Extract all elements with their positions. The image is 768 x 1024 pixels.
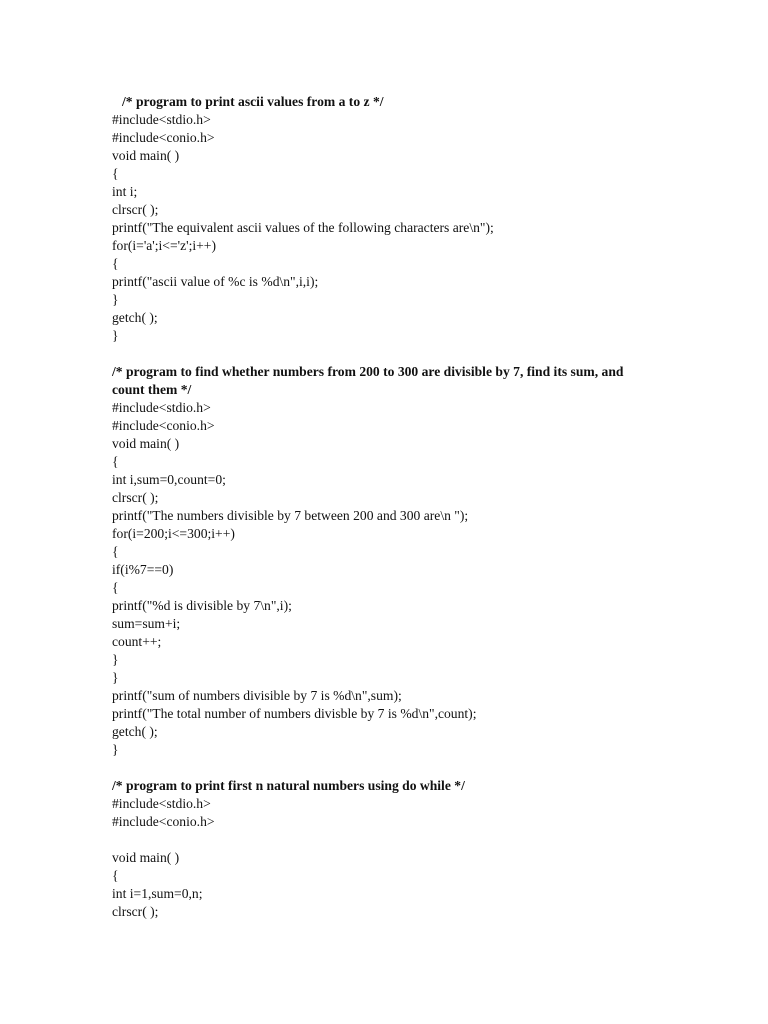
code-line: printf("%d is divisible by 7\n",i); <box>112 598 292 613</box>
program-block-1 <box>112 93 652 345</box>
code-line: if(i%7==0) <box>112 562 174 577</box>
program-comment: /* program to print first n natural numbers using do while */ <box>112 778 465 793</box>
code-line: { <box>112 544 119 559</box>
code-line: printf("ascii value of %c is %d\n",i,i); <box>112 274 319 289</box>
code-line: void main( ) <box>112 436 180 451</box>
spacer <box>112 759 652 777</box>
code-line: #include<conio.h> <box>112 418 215 433</box>
code-line: printf("The total number of numbers divisble by 7 is %d\n",count); <box>112 706 477 721</box>
code-line: void main( ) <box>112 850 180 865</box>
code-line: } <box>112 292 119 307</box>
code-line: void main( ) <box>112 148 180 163</box>
code-line: #include<conio.h> <box>112 130 215 145</box>
code-line: } <box>112 742 119 757</box>
code-line: int i=1,sum=0,n; <box>112 886 203 901</box>
code-line: clrscr( ); <box>112 904 159 919</box>
code-line: count++; <box>112 634 162 649</box>
code-line: clrscr( ); <box>112 490 159 505</box>
code-line: } <box>112 670 119 685</box>
code-line: { <box>112 166 119 181</box>
code-line: #include<stdio.h> <box>112 796 211 811</box>
code-line: sum=sum+i; <box>112 616 181 631</box>
code-line: #include<stdio.h> <box>112 112 211 127</box>
code-line: for(i=200;i<=300;i++) <box>112 526 235 541</box>
code-line: for(i='a';i<='z';i++) <box>112 238 216 253</box>
code-line: { <box>112 256 119 271</box>
code-line: getch( ); <box>112 724 158 739</box>
code-line: { <box>112 868 119 883</box>
code-line: printf("The equivalent ascii values of the following characters are\n"); <box>112 220 494 235</box>
code-line: { <box>112 580 119 595</box>
code-line: clrscr( ); <box>112 202 159 217</box>
program-comment: /* program to print ascii values from a to z */ <box>122 94 384 109</box>
code-line: printf("The numbers divisible by 7 between 200 and 300 are\n "); <box>112 508 469 523</box>
document-content <box>112 93 652 921</box>
program-block-2 <box>112 363 652 759</box>
code-line: #include<conio.h> <box>112 814 215 829</box>
code-line: { <box>112 454 119 469</box>
code-line <box>112 831 652 849</box>
code-line: int i,sum=0,count=0; <box>112 472 226 487</box>
code-line: printf("sum of numbers divisible by 7 is %d\n",sum); <box>112 688 402 703</box>
spacer <box>112 345 652 363</box>
code-line: int i; <box>112 184 138 199</box>
program-block-3 <box>112 777 652 921</box>
code-line: getch( ); <box>112 310 158 325</box>
program-comment: /* program to find whether numbers from 200 to 300 are divisible by 7, find its sum, and count them */ <box>112 364 624 397</box>
code-line: } <box>112 328 119 343</box>
code-line: } <box>112 652 119 667</box>
code-line: #include<stdio.h> <box>112 400 211 415</box>
